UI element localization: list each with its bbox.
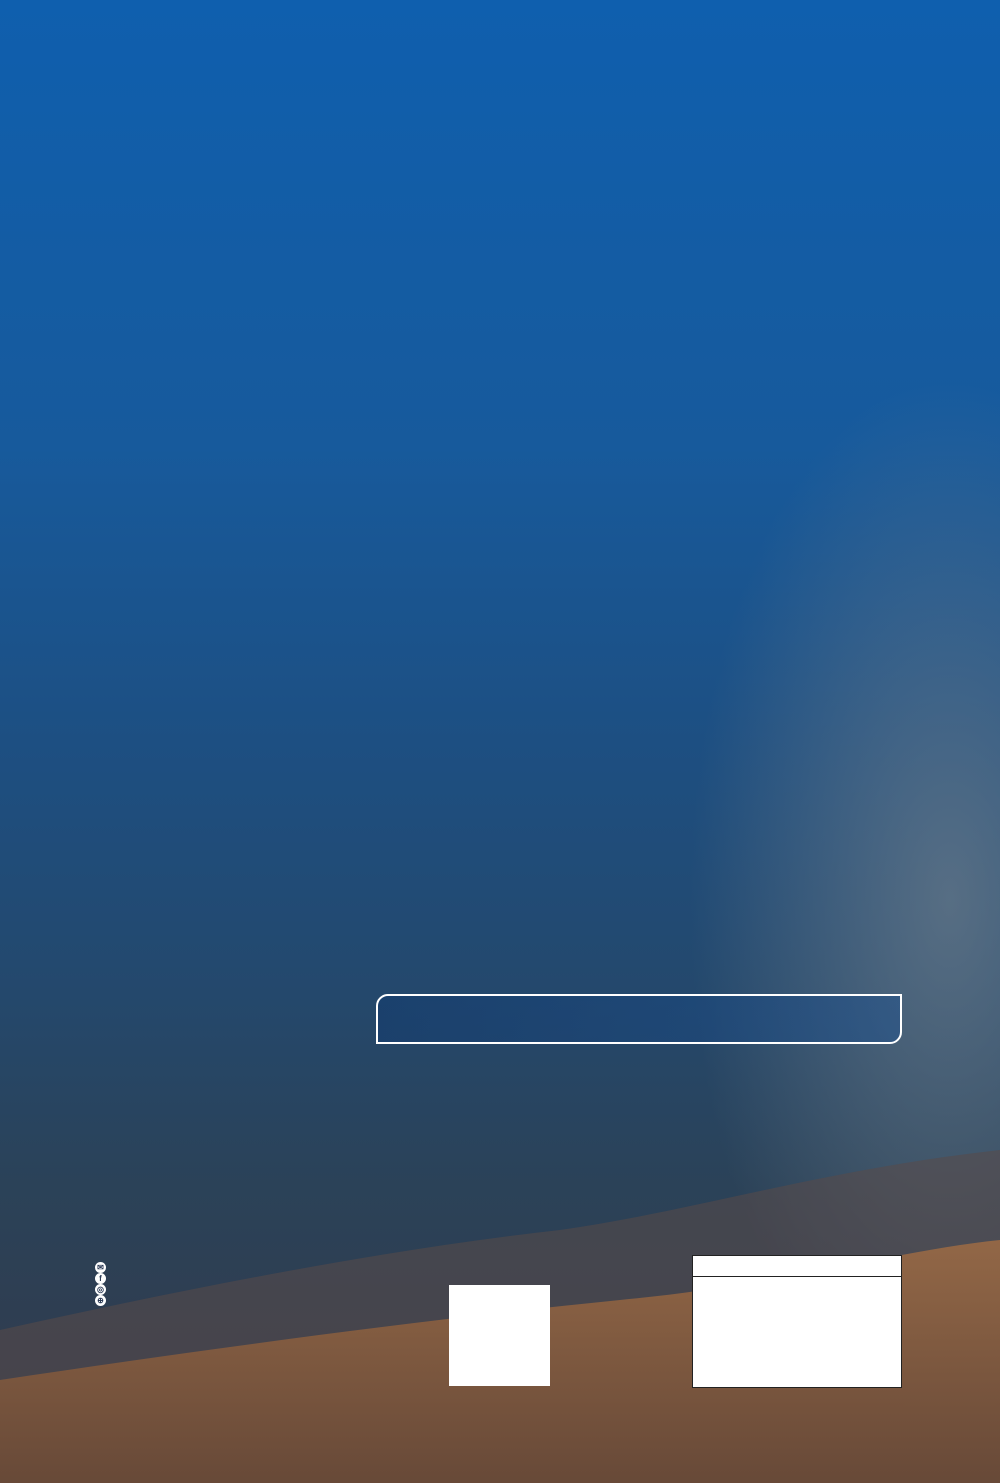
contact-website [95,1295,111,1306]
globe-icon: ⊕ [95,1295,106,1306]
publisher-info [95,1262,111,1306]
email-icon: ✉ [95,1262,106,1273]
qr-code [449,1285,550,1386]
barcode-bars [707,1302,887,1364]
subtitle-banner [376,994,902,1044]
instagram-icon: ◎ [95,1284,106,1295]
contact-facebook [95,1273,111,1284]
facebook-icon: f [95,1273,106,1284]
isbn-barcode [692,1255,902,1388]
contact-email [95,1262,111,1273]
category-label [693,1256,901,1277]
contact-instagram [95,1284,111,1295]
